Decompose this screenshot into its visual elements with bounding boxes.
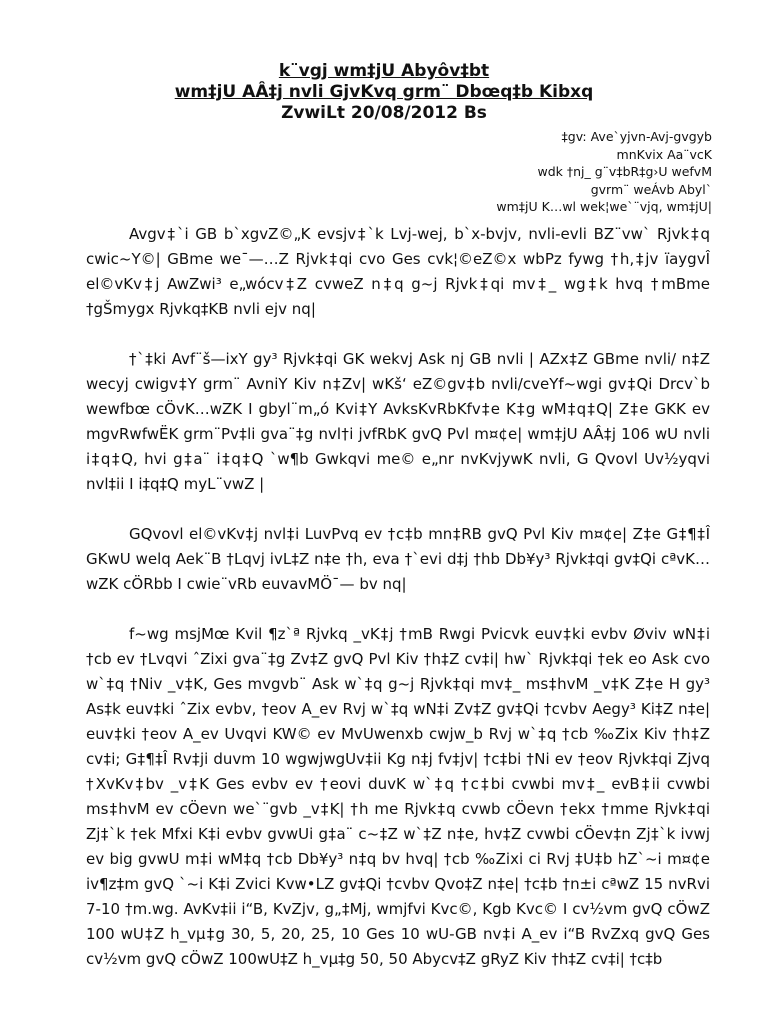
document-subtitle: wm‡jU AÂ‡j nvli GjvKvq grm¨ Dbœq‡b Kibxq bbox=[174, 82, 594, 102]
author-block bbox=[496, 128, 712, 216]
author-designation: mnKvix Aa¨vcK bbox=[616, 146, 712, 162]
author-faculty: gvrm¨ weÁvb Abyl` bbox=[590, 181, 712, 197]
body-paragraph: GQvovl el©vKv‡j nvl‡i LuvPvq ev †c‡b mn‡RB gvQ Pvl Kiv m¤¢e| Z‡e G‡¶‡Î GKwU welq Aek¨B †Lqvj ivL‡Z n‡e †h, eva †`evi d‡j †hb Db¥y³ Rjvk‡qi gv‡Qi cªvK…wZK cÖRbb I cwie¨vRb euvavMÖ¯— bv nq| bbox=[86, 525, 710, 593]
author-university: wm‡jU K…wl wek¦we`¨vjq, wm‡jU| bbox=[496, 199, 712, 214]
document-title: k¨vgj wm‡jU Abyôv‡bt bbox=[278, 61, 490, 81]
body-paragraph: †`‡ki Avf¨š—ixY gy³ Rjvk‡qi GK wekvj Ask nj GB nvli | AZx‡Z GBme nvli/ n‡Z wecyj cwigv‡Y grm¨ AvniY Kiv n‡Zv| wKš‘ eZ©gv‡b nvli/cveYf~wgi gv‡Qi Drcv`b wewfbœ cÖvK…wZK I gbyl¨m„ó Kvi‡Y AvksKvRbKfv‡e K‡g wM‡q‡Q| Z‡e GKK ev mgvRwfwËK grm¨Pv‡li gva¨‡g nvl†i jvfRbK gvQ Pvl m¤¢e| wm‡jU AÂ‡j 106 wU nvli i‡q‡Q, hvi g‡a¨ i‡q‡Q `w¶b Gwkqvi me© e„nr nvKvjywK nvli, G Qvovl Uv½yqvi nvl‡ii I i‡q‡Q myL¨vwZ | bbox=[86, 350, 710, 493]
body-paragraph: Avgv‡`i GB b`xgvZ©„K evsjv‡`k Lvj-wej, b`x-bvjv, nvli-evli BZ¨vw` Rjvk‡q cwic~Y©| GBme we¯—…Z Rjvk‡qi cvo Ges cvk¦©eZ©x wbPz fywg †h‚‡jv ïaygvÎ el©vKv‡j AwZwi³ e„wócv‡Z cvweZ n‡q g~j Rjvk‡qi mv‡_ wg‡k hvq †mBme †gŠmygx Rjvkq‡KB nvli ejv nq| bbox=[86, 225, 710, 318]
author-name: ‡gv: Ave`yjvn-Avj-gvgyb bbox=[561, 129, 712, 144]
document-date: ZvwiLt 20/08/2012 Bs bbox=[281, 103, 487, 123]
body-paragraph: f~wg msjMœ Kvil ¶z`ª Rjvkq _vK‡j †mB Rwgi Pvicvk euv‡ki evbv Øviv wN‡i †cb ev †Lvqvi ˆZixi gva¨‡g Zv‡Z gvQ Pvl Kiv †h‡Z cv‡i| hw` Rjvk‡qi †ek eo Ask cvo w`‡q †Niv _v‡K, Ges mvgvb¨ Ask w`‡q g~j Rjvk‡qi mv‡_ ms‡hvM _v‡K Z‡e H gy³ As‡k euv‡ki ˆZix evbv, †eov A_ev Rvj w`‡q wN‡i Zv‡Z gv‡Qi †cvbv Aegy³ Ki‡Z n‡e| euv‡ki †eov A_ev Uvqvi KW© ev MvUwenxb cwjw_b Rvj w`‡q †cb ‰Zix Kiv †h‡Z cv‡i; G‡¶‡Î Rv‡ji duvm 10 wgwjwgUv‡ii Kg n‡j fv‡jv| †c‡bi †Ni ev †eov Rjvk‡qi Zjvq †XvKv‡bv _v‡K Ges evbv ev †eovi duvK w`‡q †c‡bi cvwbi mv‡_ evB‡ii cvwbi ms‡hvM ev cÖevn we`¨gvb _v‡K| †h me Rjvk‡q cvwb cÖevn †ekx †mme Rjvk‡qi Zj‡`k †ek Mfxi K‡i evbv gvwUi g‡a¨ c~‡Z w`‡Z n‡e, hv‡Z cvwbi cÖev‡n Zj‡`k ivwj ev big gvwU m‡i wM‡q †cb Db¥y³ n‡q bv hvq| †cb ‰Zixi ci Rvj ‡U‡b hZ`~i m¤¢e iv¶z‡m gvQ `~i K‡i Zvici Kvw•LZ gv‡Qi †cvbv Qvo‡Z n‡e| †c‡b †n±i cªwZ 15 nvRvi 7-10 †m.wg. AvKv‡ii i“B, KvZjv, g„‡Mj, wmjfvi Kvc©, Kgb Kvc© I cv½vm gvQ cÖwZ 100 wU‡Z h_vµ‡g 30, 5, 20, 25, 10 Ges 10 wU-GB nv‡i A_ev i“B RvZxq gvQ Ges cv½vm gvQ cÖwZ 100wU‡Z h_vµ‡g 50, 50 Abycv‡Z gRyZ Kiv †h‡Z cv‡i| †c‡b bbox=[86, 625, 710, 968]
title-block bbox=[0, 61, 768, 124]
author-department: wdk †nj_ g¨v‡bR‡g›U wefvM bbox=[537, 164, 712, 179]
document-body bbox=[86, 222, 710, 972]
